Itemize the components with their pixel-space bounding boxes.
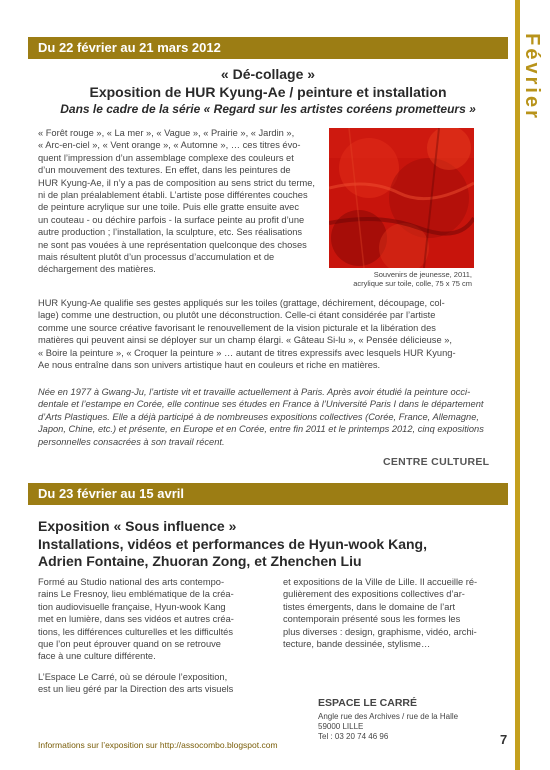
text-line: rains Le Fresnoy, lieu emblématique de la créa-: [38, 589, 234, 600]
section1-full-text: [38, 297, 506, 371]
text-line: mais résultent plutôt d’un processus d’accumulation et de: [38, 252, 275, 263]
text-line: tion audiovisuelle française, Hyun-wook Kang: [38, 601, 226, 612]
venue-label-1: CENTRE CULTUREL: [383, 456, 490, 468]
venue-label-2: ESPACE LE CARRÉ: [318, 697, 417, 709]
text-line: tions, les différences culturelles et les difficultés: [38, 626, 233, 637]
text-line: face à une culture différente.: [38, 651, 156, 662]
section1-titles: [38, 66, 498, 116]
section1-title-3: Dans le cadre de la série « Regard sur les artistes coréens prometteurs »: [60, 102, 476, 116]
text-line: tistes émergents, dans le domaine de l’art: [283, 601, 456, 612]
date-bar-2: [28, 483, 508, 505]
month-label: Février: [521, 33, 544, 121]
text-line: plus diverses : design, graphisme, vidéo, archi-: [283, 626, 477, 637]
venue-address-2: 59000 LILLE: [318, 722, 364, 731]
text-line: ne sont pas vouées à une représentation quelconque des choses: [38, 239, 307, 250]
text-line: « Boire la peinture », « Croquer la peinture » … autant de titres expressifs avec lesquels HUR Kyung-: [38, 347, 456, 358]
text-line: Japon, Chine, etc.) et présente, en Europe et en Corée, entre fin 2011 et le printemps 2012, cinq expositions: [38, 424, 484, 435]
text-line: gulièrement des expositions collectives d’ar-: [283, 589, 465, 600]
text-line: Née en 1977 à Gwang-Ju, l’artiste vit et travaille actuellement à Paris. Après avoir étudié la peinture occi-: [38, 387, 471, 397]
text-line: « Arc-en-ciel », « Vent orange », « Automne », … ces titres évo-: [38, 140, 301, 151]
text-line: ni de plan préalablement établi. L’artiste pose différentes couches: [38, 190, 308, 201]
section1-title-2: Exposition de HUR Kyung-Ae / peinture et installation: [89, 84, 447, 100]
date-bar-1-text: Du 22 février au 21 mars 2012: [38, 40, 221, 55]
painting-caption: [318, 270, 472, 288]
text-line: Formé au Studio national des arts contempo-: [38, 577, 225, 587]
text-line: autre production ; l’installation, la sculpture, etc. Ses réalisations: [38, 227, 303, 238]
section2-left-text: [38, 576, 274, 663]
section2-title-2: Installations, vidéos et performances de Hyun-wook Kang,: [38, 536, 427, 552]
section1-column-text: [38, 127, 325, 276]
text-line: matières qui peuvent ainsi se déployer sur un champ élargi. « Gâteau Si-lu », « Pensée délicieuse »,: [38, 335, 452, 346]
section1-bio: [38, 386, 506, 448]
venue-phone: Tel : 03 20 74 46 96: [318, 732, 389, 741]
section1-title-1: « Dé-collage »: [220, 66, 316, 82]
caption-line-1: Souvenirs de jeunesse, 2011,: [373, 270, 472, 279]
painting-svg: [329, 128, 474, 268]
text-line: quent l’impression d’un assemblage complexe des couleurs et: [38, 152, 294, 163]
text-line: Ae nous entraîne dans son univers artistique haut en couleurs et riche en matières.: [38, 360, 381, 371]
text-line: HUR Kyung-Ae, il n’y a pas de composition au sens strict du terme,: [38, 177, 315, 188]
text-line: contemporain présenté sous les formes les: [283, 614, 461, 625]
section2-title-1: Exposition « Sous influence »: [38, 518, 237, 534]
text-line: HUR Kyung-Ae qualifie ses gestes appliqués sur les toiles (grattage, déchirement, découpage, col-: [38, 298, 445, 308]
text-line: d’un mouvement des textures. En effet, dans les peintures de: [38, 165, 291, 176]
text-line: de peinture acrylique sur une toile. Puis elle gratte ensuite avec: [38, 202, 299, 213]
caption-line-2: acrylique sur toile, colle, 75 x 75 cm: [353, 279, 472, 288]
text-line: met en lumière, dans ses vidéos et autres créa-: [38, 614, 234, 625]
text-line: tecture, bande dessinée, stylisme…: [283, 639, 431, 650]
section2-title-3: Adrien Fontaine, Zhuoran Zong, et Zhenchen Liu: [38, 553, 362, 569]
date-bar-1: [28, 37, 508, 59]
text-line: un couteau - ou déchire parfois - la surface peinte au profit d’une: [38, 214, 305, 225]
info-link[interactable]: Informations sur l’exposition sur http://assocombo.blogspot.com: [38, 740, 278, 750]
text-line: L’Espace Le Carré, où se déroule l’exposition,: [38, 672, 228, 682]
text-line: lage) comme une destruction, ou plutôt une déconstruction. Celle-ci étant considérée par l’artiste: [38, 310, 436, 321]
text-line: « Forêt rouge », « La mer », « Vague », « Prairie », « Jardin »,: [38, 128, 295, 138]
text-line: dentale et l’estampe en Corée, elle continue ses études en France à l’Université Paris I dans le département: [38, 399, 484, 410]
text-line: d’Arts Plastiques. Elle a déjà participé à de nombreuses expositions collectives (Corée, France, Allemagne,: [38, 411, 479, 422]
section2-left-text-2: [38, 671, 274, 696]
text-line: est un lieu géré par la Direction des arts visuels: [38, 684, 234, 695]
page-number: 7: [500, 732, 508, 747]
text-line: que l’on peut éprouver quand on se retrouve: [38, 639, 221, 650]
text-line: et expositions de la Ville de Lille. Il accueille ré-: [283, 577, 478, 587]
date-bar-2-text: Du 23 février au 15 avril: [38, 486, 184, 501]
section2-title-block: [38, 536, 508, 570]
venue-address-1: Angle rue des Archives / rue de la Halle: [318, 712, 459, 721]
painting-image: [329, 128, 474, 268]
text-line: personnelles consacrées à son travail récent.: [38, 436, 225, 447]
text-line: comme une source créative favorisant le renouvellement de la vision picturale et la libération des: [38, 322, 436, 333]
text-line: déchargement des matières.: [38, 264, 156, 275]
section2-right-text: [283, 576, 508, 650]
